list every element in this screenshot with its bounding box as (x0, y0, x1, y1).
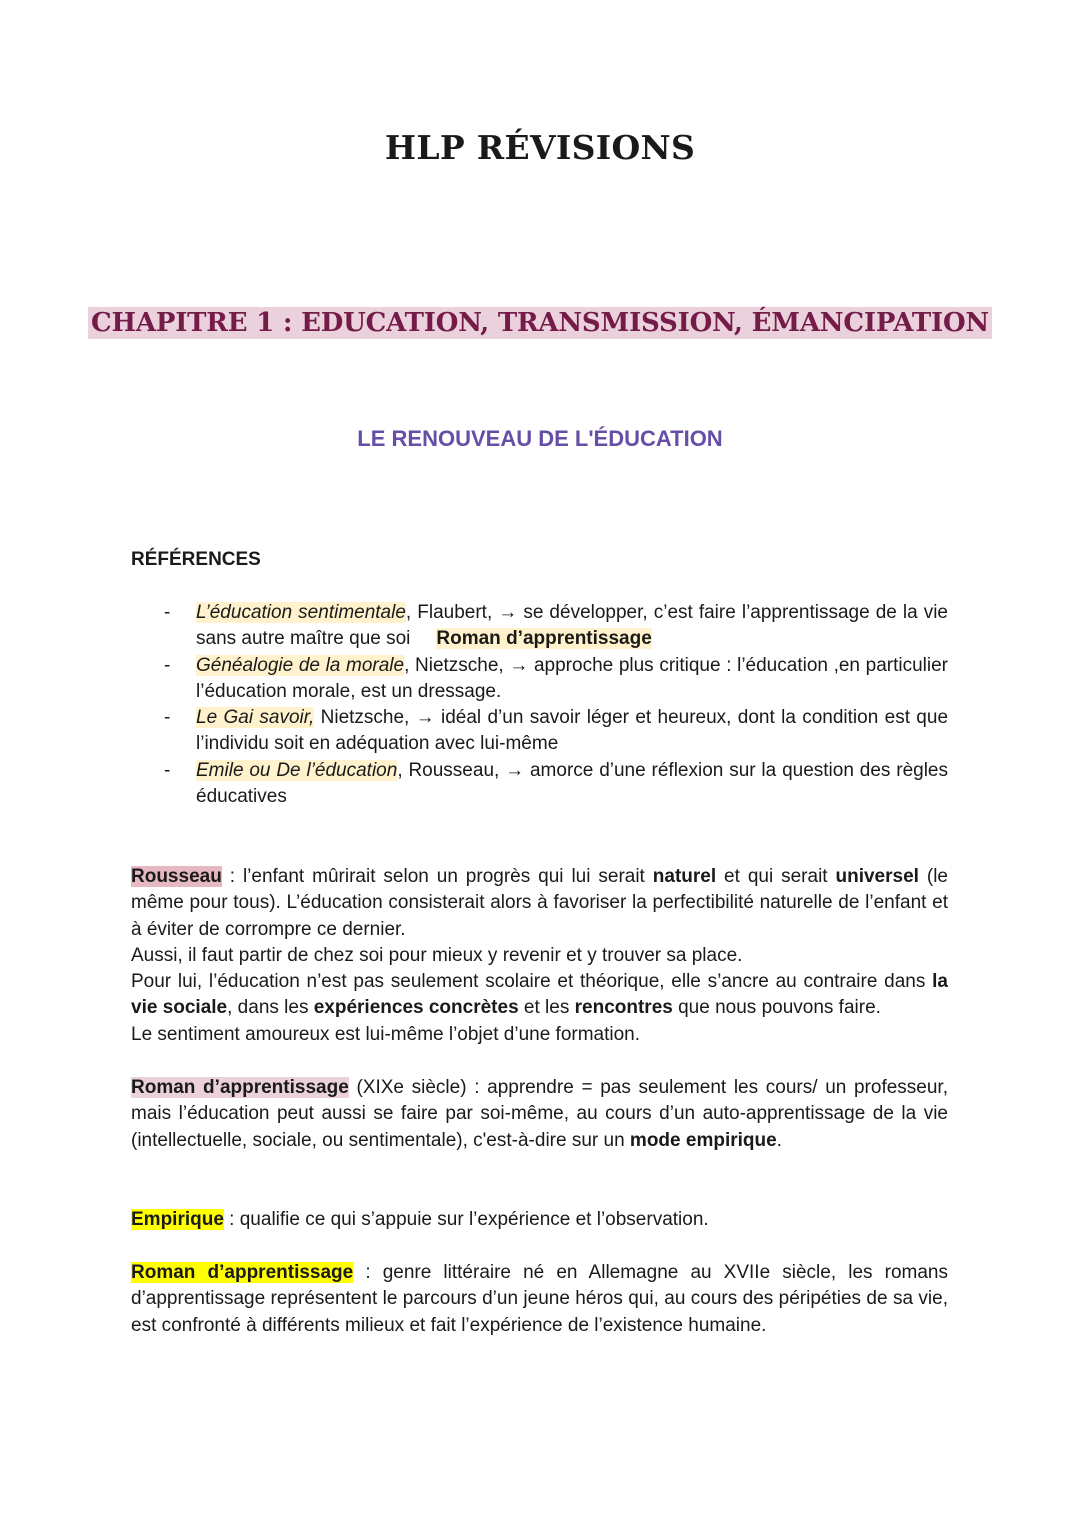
list-dash: - (164, 707, 171, 729)
references-list (131, 600, 948, 810)
section-title: LE RENOUVEAU DE L'ÉDUCATION (357, 426, 723, 451)
list-item (131, 600, 948, 653)
reference-text: Nietzsche, → idéal d’un savoir léger et heureux, dont la condition est que l’individu soit en adéquation avec lui-même (196, 707, 949, 755)
rousseau-paragraph: Rousseau : l’enfant mûrirait selon un progrès qui lui serait naturel et qui serait universel (le même pour tous). L’éducation consisterait alors à favoriser la perfectibilité naturelle de l’enfant et à éviter de corrompre ce dernier. Aussi, il faut partir de chez soi pour mieux y revenir et y trouver sa place. Pour lui, l’éducation n’est pas seulement scolaire et théorique, elle s’ancre au contraire dans la vie sociale, dans les expériences concrètes et les rencontres que nous pouvons faire. Le sentiment amoureux est lui-même l’objet d’une formation. (131, 866, 948, 1045)
reference-text: , Rousseau, → amorce d’une réflexion sur la question des règles éducatives (196, 759, 948, 808)
empirique-paragraph: Empirique : qualifie ce qui s’appuie sur l’expérience et l’observation. (131, 1209, 709, 1230)
page-title: HLP RÉVISIONS (384, 128, 696, 167)
list-dash: - (164, 759, 171, 781)
reference-text: , Flaubert, → se développer, c’est faire l’apprentissage de la vie sans autre maître que soi (196, 602, 948, 650)
reference-tag: Roman d’apprentissage (436, 628, 652, 650)
list-item (131, 705, 948, 758)
roman-definition-paragraph: Roman d’apprentissage : genre littéraire né en Allemagne au XVIIe siècle, les romans d’apprentissage représentent le parcours d’un jeune héros qui, au cours des péripéties de sa vie, est confronté à différents milieux et fait l’expérience de l’existence humaine. (131, 1262, 948, 1336)
chapter-heading-wrap (0, 307, 1080, 339)
chapter-heading: CHAPITRE 1 : EDUCATION, TRANSMISSION, ÉMANCIPATION (88, 307, 992, 339)
reference-work-title: Emile ou De l’éducation (196, 759, 398, 781)
list-item (131, 653, 948, 706)
reference-text: , Nietzsche, → approche plus critique : l’éducation ,en particulier l’éducation morale, est un dressage. (196, 654, 948, 702)
definition-term: Roman d’apprentissage (131, 1077, 349, 1098)
references-heading: RÉFÉRENCES (131, 549, 261, 570)
reference-work-title: Généalogie de la morale (196, 654, 405, 676)
list-dash: - (164, 602, 171, 623)
list-dash: - (164, 654, 171, 676)
definition-term: Empirique (131, 1209, 224, 1230)
roman-apprentissage-paragraph: Roman d’apprentissage (XIXe siècle) : apprendre = pas seulement les cours/ un professeur, mais l’éducation peut aussi se faire par soi-même, au cours d’un auto-apprentissage de la vie (intellectuelle, sociale, ou sentimentale), c'est-à-dire sur un mode empirique. (131, 1077, 948, 1151)
reference-work-title: L’éducation sentimentale (196, 602, 406, 623)
reference-work-title: Le Gai savoir, (196, 707, 315, 729)
list-item (131, 758, 948, 811)
definition-term: Rousseau (131, 866, 222, 887)
definition-term: Roman d’apprentissage (131, 1262, 354, 1283)
